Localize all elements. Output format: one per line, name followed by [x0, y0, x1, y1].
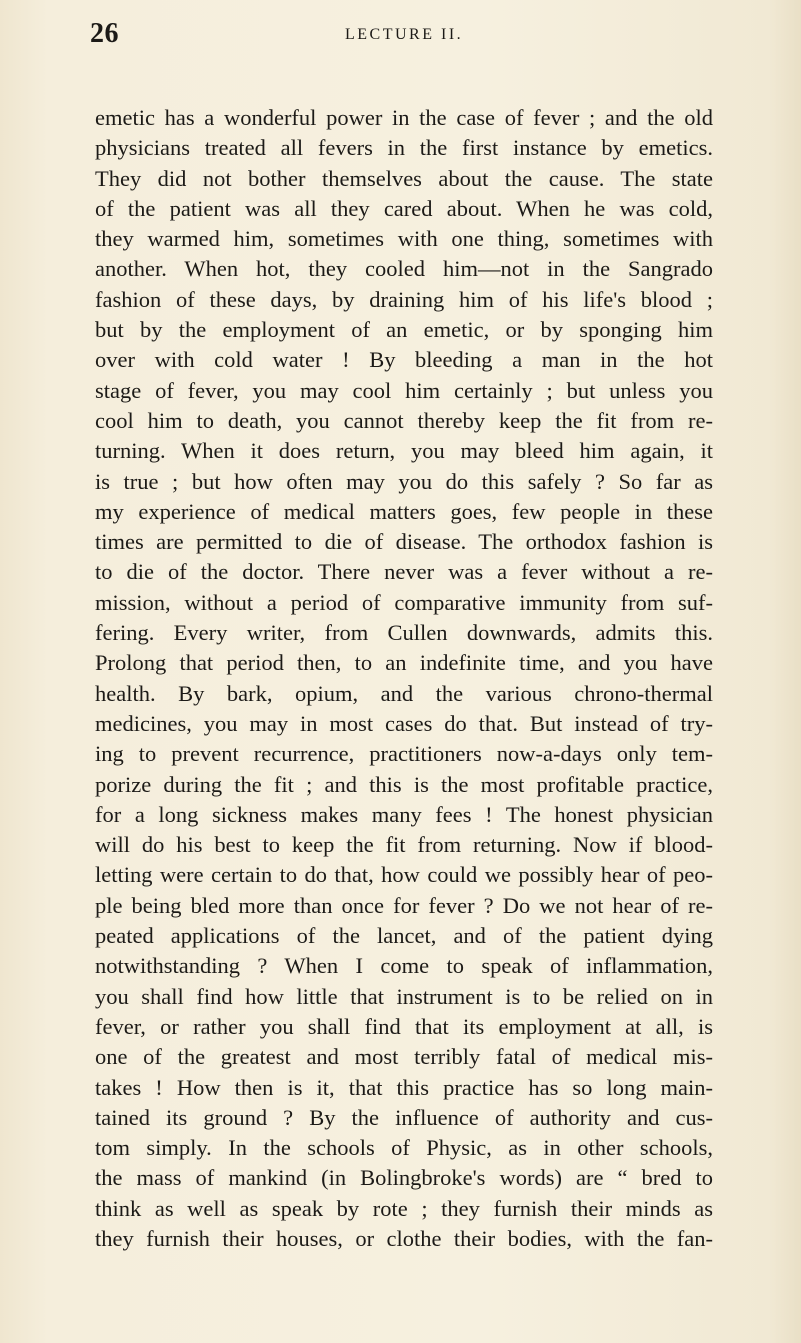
text-line: porize during the fit ; and this is the most profitable practice, [95, 771, 713, 797]
text-line: but by the employment of an emetic, or by sponging him [95, 317, 713, 343]
text-line: they furnish their houses, or clothe their bodies, with the fan- [95, 1225, 713, 1251]
text-line: think as well as speak by rote ; they furnish their minds as [95, 1195, 713, 1221]
text-line: health. By bark, opium, and the various chrono-thermal [95, 680, 713, 706]
text-line: fashion of these days, by draining him of his life's blood ; [95, 286, 713, 312]
text-line: mission, without a period of comparative immunity from suf- [95, 589, 713, 615]
text-line: will do his best to keep the fit from returning. Now if blood- [95, 832, 713, 858]
text-line: notwithstanding ? When I come to speak of inflammation, [95, 953, 713, 979]
text-line: Prolong that period then, to an indefinite time, and you have [95, 650, 713, 676]
text-line: medicines, you may in most cases do that. But instead of try- [95, 710, 713, 736]
text-line: cool him to death, you cannot thereby keep the fit from re- [95, 407, 713, 433]
text-line: the mass of mankind (in Bolingbroke's words) are “ bred to [95, 1165, 713, 1191]
text-line: you shall find how little that instrument is to be relied on in [95, 983, 713, 1009]
text-line: another. When hot, they cooled him—not in the Sangrado [95, 256, 713, 282]
text-line: stage of fever, you may cool him certainly ; but unless you [95, 377, 713, 403]
text-line: tained its ground ? By the influence of authority and cus- [95, 1104, 713, 1130]
text-line: ple being bled more than once for fever ? Do we not hear of re- [95, 892, 713, 918]
page-number: 26 [90, 18, 119, 49]
text-line: emetic has a wonderful power in the case of fever ; and the old [95, 105, 713, 130]
page-header [90, 18, 720, 58]
running-head: LECTURE II. [345, 26, 464, 43]
text-line: to die of the doctor. There never was a fever without a re- [95, 559, 713, 585]
text-line: takes ! How then is it, that this practice has so long main- [95, 1074, 713, 1100]
text-line: peated applications of the lancet, and of the patient dying [95, 923, 713, 949]
text-line: ing to prevent recurrence, practitioners now-a-days only tem- [95, 741, 713, 767]
text-line: physicians treated all fevers in the first instance by emetics. [95, 135, 713, 161]
text-line: letting were certain to do that, how could we possibly hear of peo- [95, 862, 713, 888]
body-text [95, 103, 713, 1254]
text-line: fever, or rather you shall find that its employment at all, is [95, 1013, 713, 1039]
text-line: times are permitted to die of disease. The orthodox fashion is [95, 529, 713, 555]
text-line: turning. When it does return, you may bleed him again, it [95, 438, 713, 464]
text-line: of the patient was all they cared about. When he was cold, [95, 195, 713, 221]
text-line: one of the greatest and most terribly fatal of medical mis- [95, 1044, 713, 1070]
text-line: tom simply. In the schools of Physic, as in other schools, [95, 1135, 713, 1161]
text-line: for a long sickness makes many fees ! The honest physician [95, 801, 713, 827]
text-line: they warmed him, sometimes with one thing, sometimes with [95, 226, 713, 252]
text-line: my experience of medical matters goes, few people in these [95, 498, 713, 524]
text-line: over with cold water ! By bleeding a man in the hot [95, 347, 713, 373]
text-line: fering. Every writer, from Cullen downwards, admits this. [95, 620, 713, 646]
text-line: is true ; but how often may you do this safely ? So far as [95, 468, 713, 494]
text-line: They did not bother themselves about the cause. The state [95, 165, 713, 191]
